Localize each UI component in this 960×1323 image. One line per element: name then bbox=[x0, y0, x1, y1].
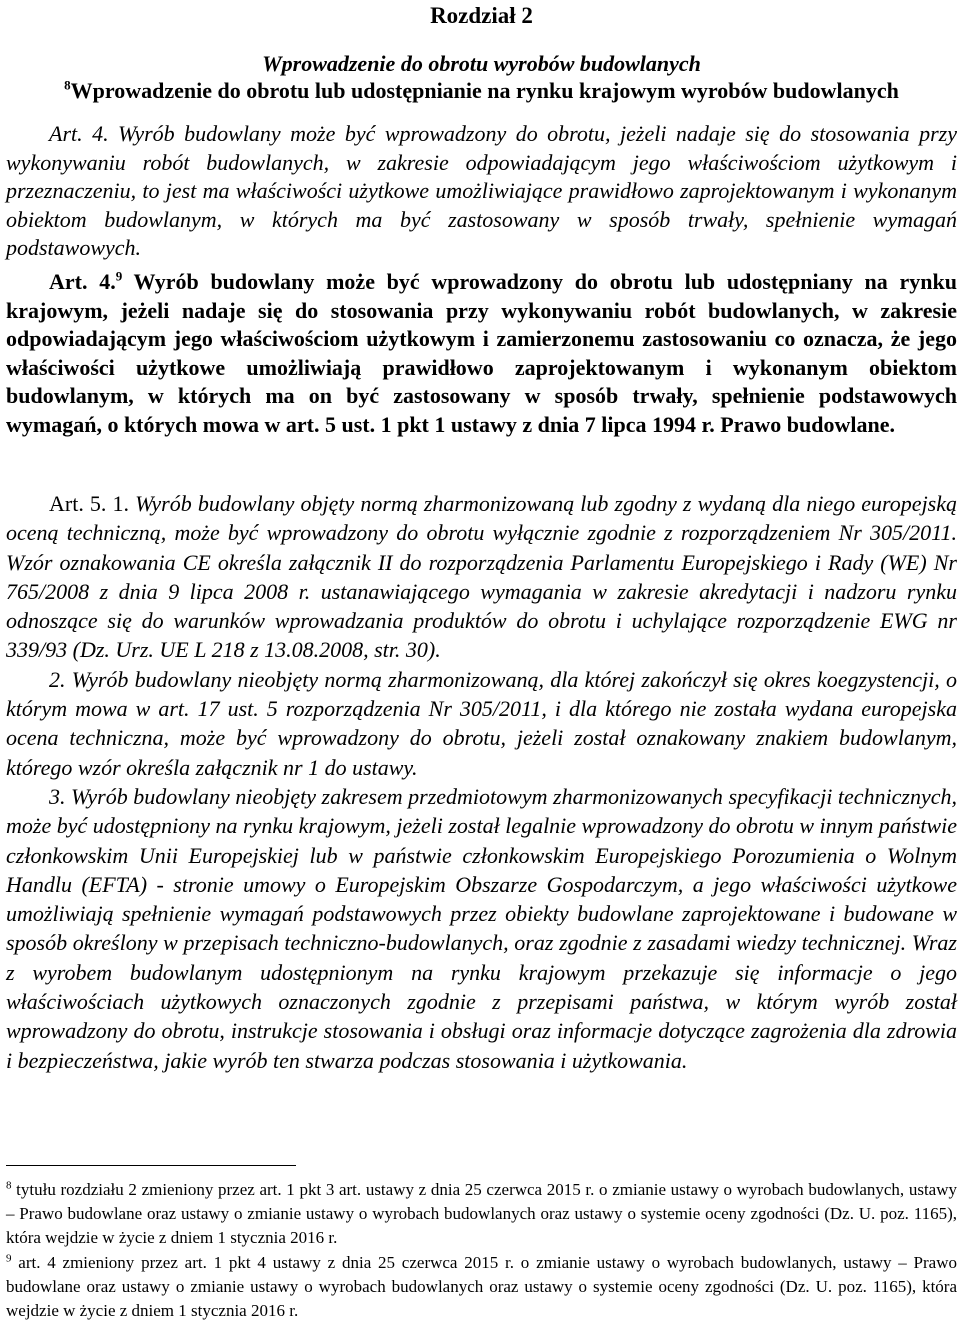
footnotes bbox=[6, 1178, 957, 1323]
chapter-title-old: Wprowadzenie do obrotu wyrobów budowlanych bbox=[262, 51, 701, 76]
chapter-title-new bbox=[6, 78, 957, 104]
article-4-old-label: Art. 4. bbox=[49, 121, 109, 146]
article-5-paragraph-2: 2. Wyrób budowlany nieobjęty normą zharmonizowaną, dla której zakończył się okres koegzystencji, o którym mowa w art. 17 ust. 5 rozporządzenia Nr 305/2011, i dla którego nie została wydana europejska ocena techniczna, może być wprowadzony do obrotu, jeżeli został oznakowany znakiem budowlanym, którego wzór określa załącznik nr 1 do ustawy. bbox=[6, 666, 957, 780]
article-5-label: Art. 5. 1. bbox=[49, 491, 130, 516]
article-4-new-label: Art. 4. bbox=[49, 269, 116, 294]
chapter-heading: Rozdział 2 bbox=[430, 3, 533, 28]
footnote-9: $^9$ art. 4 zmieniony przez art. 1 pkt 4 ustawy z dnia 25 czerwca 2015 r. o zmianie ustawy o wyrobach budowlanych, ustawy – Prawo budowlane oraz ustawy o zmianie ustawy o wyrobach budowlanych oraz ustawy o systemie oceny zgodności (Dz. U. poz. 1165), która wejdzie w życie z dniem 1 stycznia 2016 r. bbox=[6, 1251, 957, 1321]
footnote-8: $^8$ tytułu rozdziału 2 zmieniony przez art. 1 pkt 3 art. ustawy z dnia 25 czerwca 2015 r. o zmianie ustawy o wyrobach budowlanych, ustawy – Prawo budowlane oraz ustawy o zmianie ustawy o wyrobach budowlanych oraz ustawy o systemie oceny zgodności (Dz. U. poz. 1165), która wejdzie w życie z dniem 1 stycznia 2016 r. bbox=[6, 1179, 958, 1248]
article-4-old bbox=[6, 120, 957, 263]
footnote-divider bbox=[6, 1165, 296, 1166]
footnote-ref-8: 8 bbox=[64, 77, 71, 93]
chapter-title-new-text: Wprowadzenie do obrotu lub udostępnianie na rynku krajowym wyrobów budowlanych bbox=[70, 78, 899, 103]
article-4-new bbox=[6, 268, 957, 440]
article-5 bbox=[6, 489, 957, 1075]
article-5-paragraph-3: 3. Wyrób budowlany nieobjęty zakresem przedmiotowym zharmonizowanych specyfikacji technicznych, może być udostępniony na rynku krajowym, jeżeli został legalnie wprowadzony do obrotu w innym państwie członkowskim Unii Europejskiej lub w państwie członkowskim Europejskiego Porozumienia o Wolnym Handlu (EFTA) - stronie umowy o Europejskim Obszarze Gospodarczym, a jego właściwości użytkowe umożliwiają spełnienie wymagań podstawowych przez obiekty budowlane zaprojektowane i budowane w sposób określony w przepisach techniczno-budowlanych, oraz zgodnie z zasadami wiedzy technicznej. Wraz z wyrobem budowlanym udostępnionym na rynku krajowym przekazuje się informacje o jego właściwościach użytkowych oznaczonych zgodnie z przepisami państwa, w którym wyrób został wprowadzony do obrotu, instrukcje stosowania i obsługi oraz informacje dotyczące zagrożenia dla zdrowia i bezpieczeństwa, jakie wyrób ten stwarza podczas stosowania i użytkowania. bbox=[6, 783, 957, 1073]
footnote-ref-9: 9 bbox=[115, 268, 123, 284]
article-5-paragraph-1: Art. 5. 1. Wyrób budowlany objęty normą zharmonizowaną lub zgodny z wydaną dla niego europejską oceną techniczną, może być wprowadzony do obrotu wyłącznie zgodnie z rozporządzeniem Nr 305/2011. Wzór oznakowania CE określa załącznik II do rozporządzenia Parlamentu Europejskiego i Rady (WE) Nr 765/2008 z dnia 9 lipca 2008 r. ustanawiającego wymagania w zakresie akredytacji i nadzoru rynku odnoszące się do warunków wprowadzania produktów do obrotu i uchylające rozporządzenie EWG nr 339/93 (Dz. Urz. UE L 218 z 13.08.2008, str. 30). bbox=[6, 491, 958, 663]
article-4-old-text: Wyrób budowlany może być wprowadzony do obrotu, jeżeli nadaje się do stosowania przy wykonywaniu robót budowlanych, w zakresie odpowiadającym jego właściwościom użytkowym i przeznaczeniu, to jest ma właściwości użytkowe umożliwiające prawidłowo zaprojektowanym i wykonanym obiektom budowlanym, w których ma być zastosowany w sposób trwały, spełnienie wymagań podstawowych. bbox=[6, 121, 957, 260]
article-4-new-text: Wyrób budowlany może być wprowadzony do obrotu lub udostępniany na rynku krajowym, jeżeli nadaje się do stosowania przy wykonywaniu robót budowlanych, w zakresie odpowiadającym jego właściwościom użytkowym i zamierzonemu zastosowaniu co oznacza, że jego właściwości użytkowe umożliwiają prawidłowo zaprojektowanym i wykonanym obiektom budowlanym, w których ma on być zastosowany w sposób trwały, spełnienie podstawowych wymagań, o których mowa w art. 5 ust. 1 pkt 1 ustawy z dnia 7 lipca 1994 r. Prawo budowlane. bbox=[6, 269, 957, 437]
